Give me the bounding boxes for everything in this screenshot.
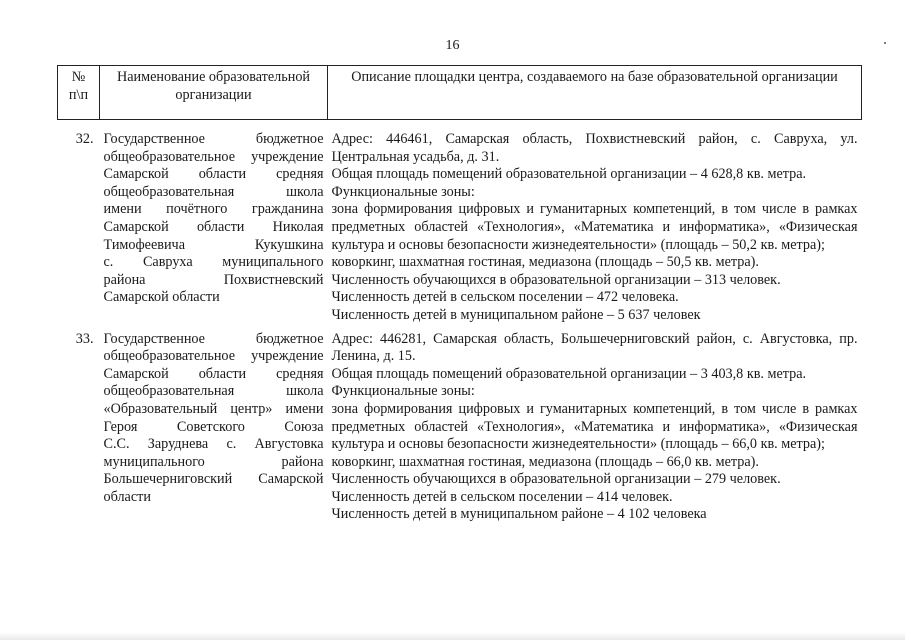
org-line: Героя Советского Союза [103,418,324,435]
scan-edge [0,632,905,640]
table-header [58,66,862,120]
zone-coworking: коворкинг, шахматная гостиная, медиазона (площадь – 66,0 кв. метра). [331,453,759,470]
org-line: общеобразовательная школа [103,383,324,400]
centers-table [57,65,862,524]
settlement-children: Численность детей в сельском поселении – 414 человек. [331,488,673,505]
row-number: 33. [75,330,94,347]
scan-speck [884,42,886,44]
org-line: общеобразовательное учреждение [103,348,324,365]
org-line: области [103,488,151,505]
header-org-name: Наименование образовательной организации [100,66,328,120]
org-line: С.С. Заруднева с. Августовка [103,436,324,453]
page-number: 16 [445,38,460,53]
org-line: Государственное бюджетное [103,330,324,347]
org-line: муниципального района [103,453,324,470]
org-line: общеобразовательное учреждение [103,148,324,165]
org-line: Самарской области Николая [103,218,324,235]
org-line: Государственное бюджетное [103,131,324,147]
org-line: общеобразовательная школа [103,183,324,200]
students-count: Численность обучающихся в образовательной организации – 279 человек. [331,471,781,488]
table-row [58,325,862,525]
org-name [100,120,328,325]
header-num: № п\п [58,66,100,120]
zone-digital: зона формирования цифровых и гуманитарных компетенций, в том числе в рамках предметных областей «Технология», «Математика и информатика», «Физическая культура и основы безопасности жизнедеятельности» (площадь – 50,2 кв. метра); [331,201,858,253]
total-area: Общая площадь помещений образовательной организации – 4 628,8 кв. метра. [331,166,807,183]
table-row [58,120,862,325]
address: Адрес: 446461, Самарская область, Похвистневский район, с. Савруха, ул. Центральная усадьба, д. 31. [331,131,858,165]
row-number: 32. [75,131,94,147]
org-line: «Образовательный центр» имени [103,400,324,417]
org-line: с. Савруха муниципального [103,254,324,271]
district-children: Численность детей в муниципальном районе – 4 102 человека [331,506,707,523]
settlement-children: Численность детей в сельском поселении – 472 человека. [331,289,679,306]
org-line: Самарской области средняя [103,365,324,382]
org-line: района Похвистневский [103,271,324,288]
org-name [100,325,328,525]
org-line: имени почётного гражданина [103,201,324,218]
org-line: Большечерниговский Самарской [103,471,324,488]
org-line: Самарской области средняя [103,166,324,183]
header-description: Описание площадки центра, создаваемого на базе образовательной организации [328,66,862,120]
center-description [328,325,862,525]
org-line: Тимофеевича Кукушкина [103,236,324,253]
zones-title: Функциональные зоны: [331,383,475,400]
zone-coworking: коворкинг, шахматная гостиная, медиазона (площадь – 50,5 кв. метра). [331,254,759,271]
district-children: Численность детей в муниципальном районе – 5 637 человек [331,306,701,323]
total-area: Общая площадь помещений образовательной организации – 3 403,8 кв. метра. [331,365,807,382]
org-line: Самарской области [103,289,220,306]
zones-title: Функциональные зоны: [331,183,475,200]
students-count: Численность обучающихся в образовательной организации – 313 человек. [331,271,781,288]
address: Адрес: 446281, Самарская область, Большечерниговский район, с. Августовка, пр. Ленина, д. 15. [331,330,858,365]
zone-digital: зона формирования цифровых и гуманитарных компетенций, в том числе в рамках предметных областей «Технология», «Математика и информатика», «Физическая культура и основы безопасности жизнедеятельности» (площадь – 66,0 кв. метра); [331,400,858,453]
center-description [328,120,862,325]
